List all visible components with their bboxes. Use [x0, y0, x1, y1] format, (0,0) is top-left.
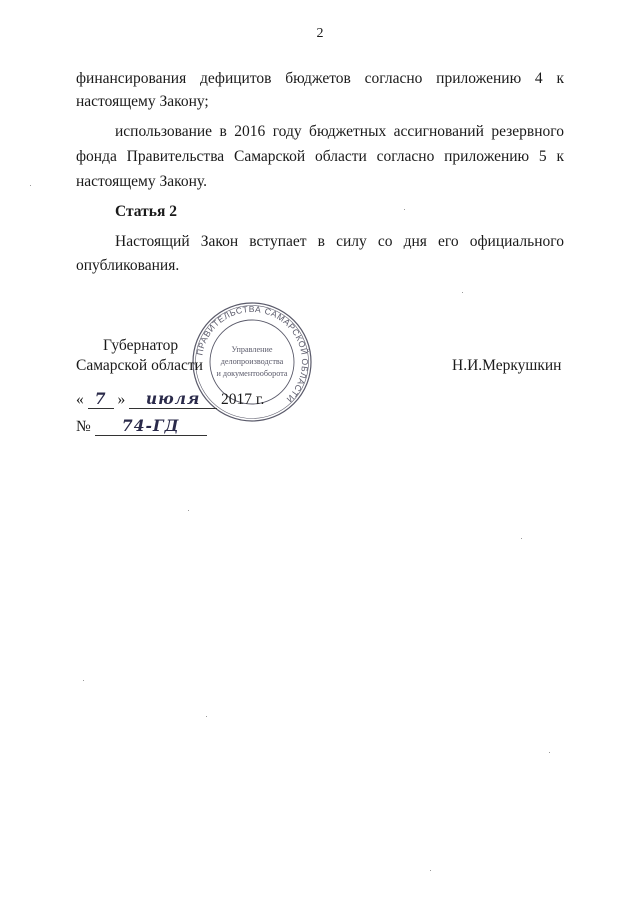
document-number — [76, 416, 207, 436]
seal-outer-text: ПРАВИТЕЛЬСТВА САМАРСКОЙ ОБЛАСТИ — [194, 303, 311, 405]
number-value: 74-ГД — [95, 416, 207, 436]
signatory-name: Н.И.Меркушкин — [452, 357, 562, 374]
scan-speck — [430, 870, 431, 871]
seal-inner-line-3: и документооборота — [216, 369, 288, 378]
date-close-quote: » — [117, 391, 126, 408]
signatory-title-line-2: Самарской области — [76, 357, 203, 374]
scan-speck — [404, 209, 405, 210]
paragraph-2-line-2: фонда Правительства Самарской области согласно приложению 5 к — [76, 148, 564, 165]
scan-speck — [188, 510, 189, 511]
article-heading: Статья 2 — [115, 203, 177, 220]
signing-date — [76, 389, 264, 409]
date-year: 2017 г. — [221, 391, 265, 408]
number-prefix: № — [76, 418, 91, 435]
scan-speck — [549, 752, 550, 753]
page-number: 2 — [316, 26, 324, 41]
scan-speck — [521, 538, 522, 539]
date-day: 7 — [88, 389, 114, 409]
paragraph-1-line-2: настоящему Закону; — [76, 93, 209, 110]
signatory-title-line-1: Губернатор — [103, 337, 179, 354]
paragraph-1-line-1: финансирования дефицитов бюджетов согласно приложению 4 к — [76, 70, 564, 87]
scan-speck — [462, 292, 463, 293]
scan-speck — [30, 185, 31, 186]
paragraph-2-line-1: использование в 2016 году бюджетных ассигнований резервного — [115, 123, 564, 140]
date-month: июля — [129, 389, 217, 409]
article-line-1: Настоящий Закон вступает в силу со дня его официального — [115, 233, 564, 250]
article-line-2: опубликования. — [76, 257, 180, 274]
scan-speck — [206, 716, 207, 717]
scan-speck — [83, 680, 84, 681]
date-open-quote: « — [76, 391, 84, 408]
paragraph-2-line-3: настоящему Закону. — [76, 173, 207, 190]
seal-inner-line-2: делопроизводства — [220, 357, 284, 366]
seal-inner-line-1: Управление — [231, 345, 273, 354]
